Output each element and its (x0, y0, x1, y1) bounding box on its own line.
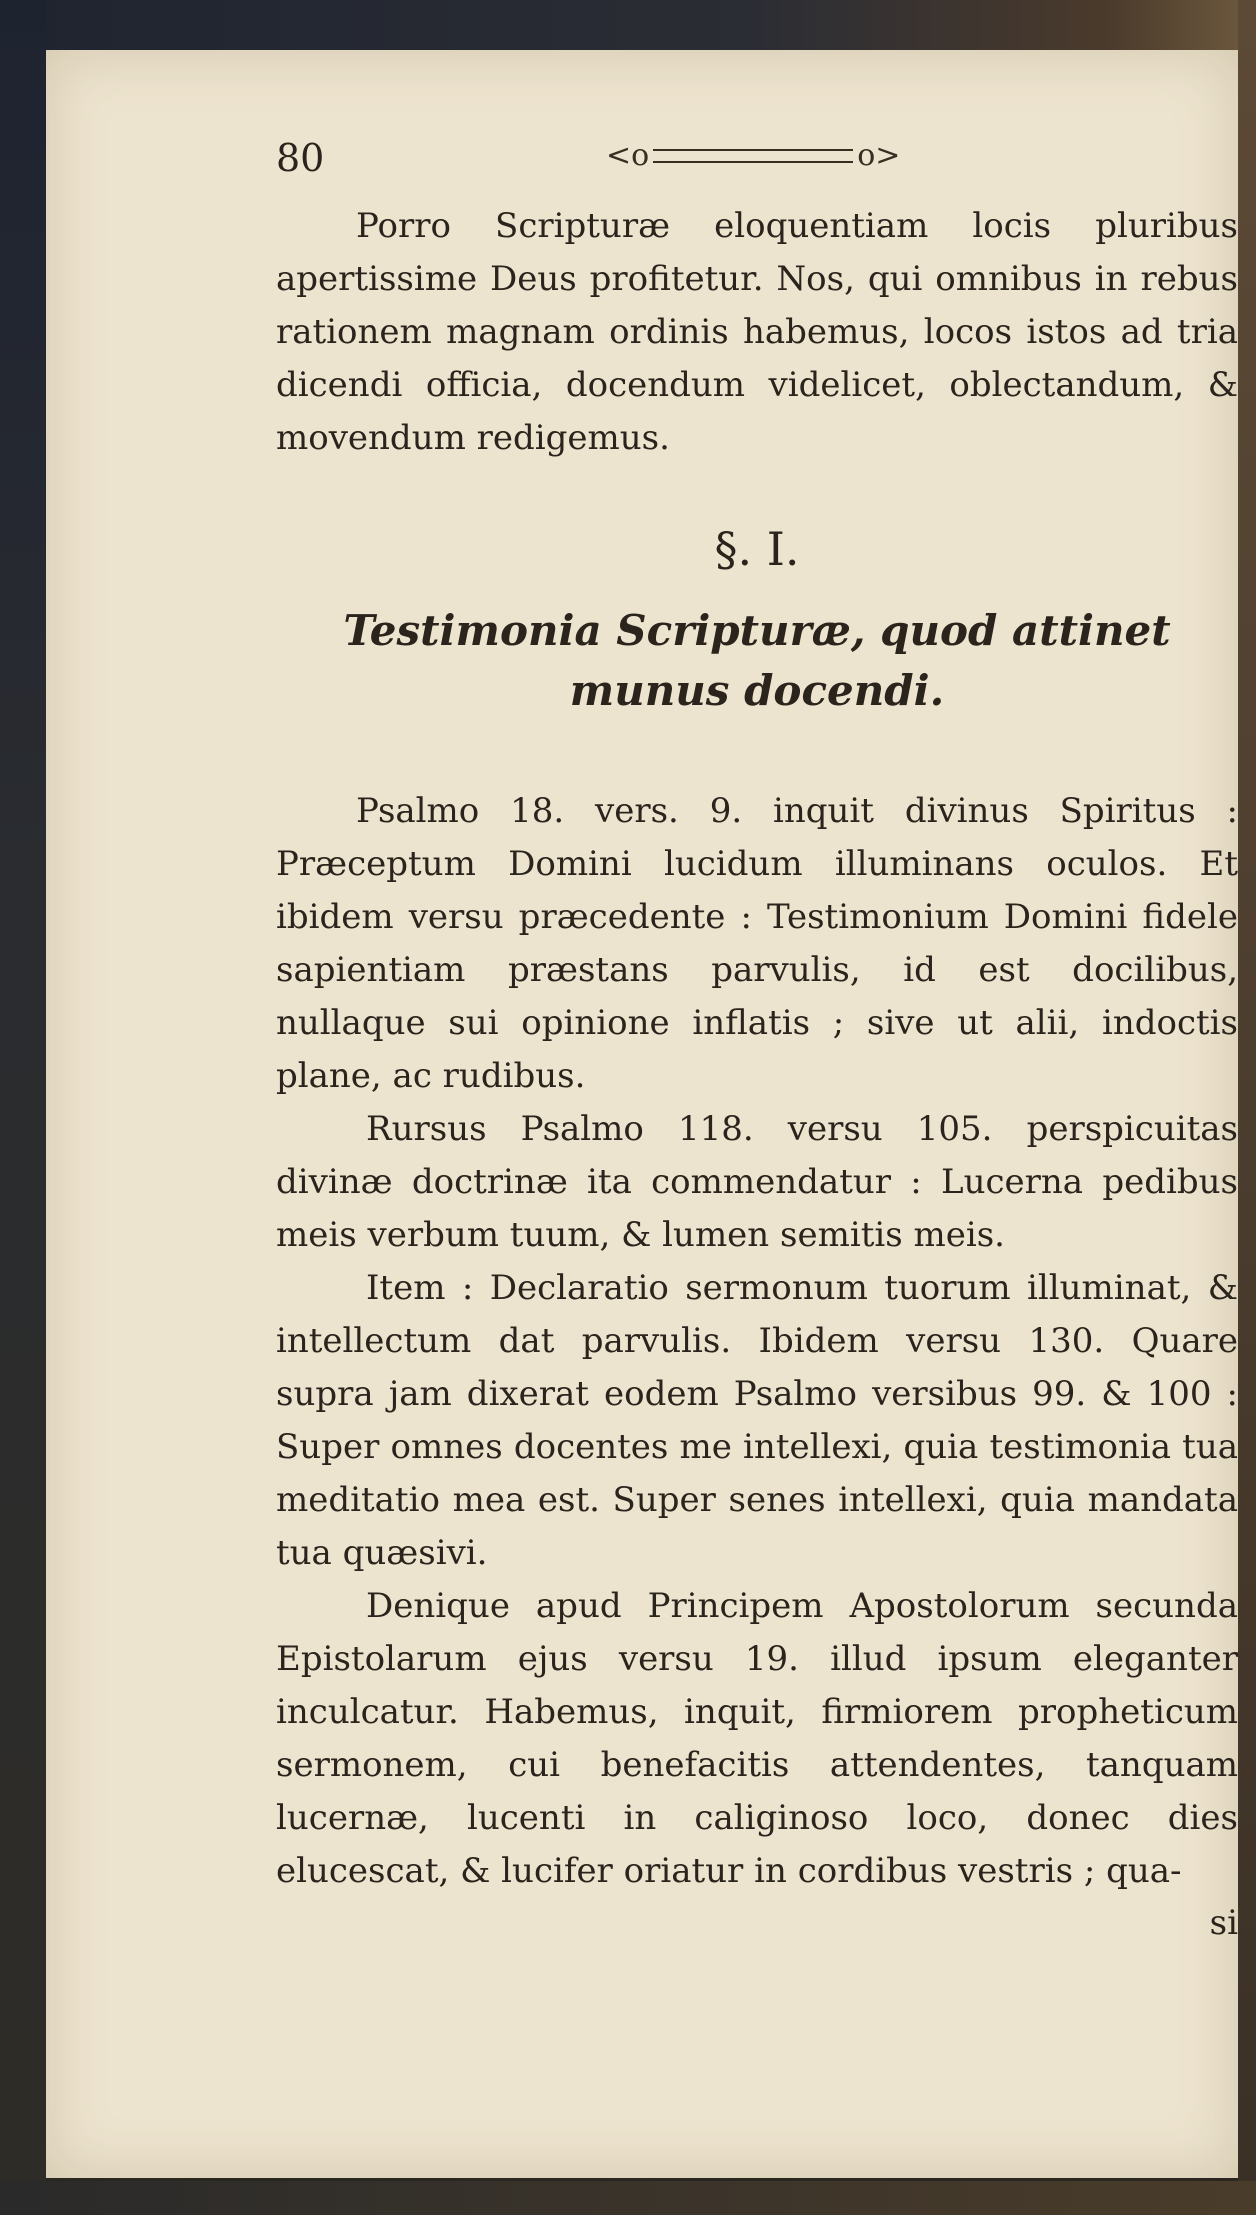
paragraph: Item : Declaratio sermonum tuorum illuminat, & intellectum dat parvulis. Ibidem versu 130. Quare supra jam dixerat eodem Psalmo versibus 99. & 100 : Super omnes docentes me intellexi, quia testimonia tua meditatio mea est. Super senes intellexi, quia mandata tua quæsivi. (276, 1268, 1238, 1573)
book-page (46, 50, 1238, 2178)
section-body (276, 785, 1238, 1898)
ornament-bar (653, 149, 853, 163)
catchword: si (1209, 1903, 1238, 1943)
scan-border-right (1238, 0, 1256, 2215)
ornament-left: <o (606, 138, 650, 173)
text-block (276, 130, 1238, 2170)
paragraph: Denique apud Principem Apostolorum secunda Epistolarum ejus versu 19. illud ipsum eleganter inculcatur. Habemus, inquit, firmiorem propheticum sermonem, cui benefacitis attendentes, tanquam lucernæ, lucenti in caliginoso loco, donec dies elucescat, & lucifer oriatur in cordibus vestris ; qua- (276, 1586, 1238, 1891)
section-title: Testimonia Scripturæ, quod attinet munus docendi. (343, 606, 1171, 715)
scan-border-top (0, 0, 1256, 52)
section-mark: §. I. (714, 522, 800, 576)
ornament-right: o> (857, 138, 901, 173)
running-header (276, 130, 1238, 200)
paragraph: Rursus Psalmo 118. versu 105. perspicuitas divinæ doctrinæ ita commendatur : Lucerna pedibus meis verbum tuum, & lumen semitis meis. (276, 1109, 1238, 1255)
header-ornament-icon (606, 138, 900, 173)
page-number: 80 (276, 136, 325, 180)
scan-border-bottom (0, 2181, 1256, 2215)
scan-border-left (0, 0, 46, 2215)
paragraph: Psalmo 18. vers. 9. inquit divinus Spiritus : Præceptum Domini lucidum illuminans oculos. Et ibidem versu præcedente : Testimonium Domini fidele sapientiam præstans parvulis, id est docilibus, nullaque sui opinione inflatis ; sive ut alii, indoctis plane, ac rudibus. (276, 791, 1238, 1096)
intro-paragraph: Porro Scripturæ eloquentiam locis pluribus apertissime Deus profitetur. Nos, qui omnibus in rebus rationem magnam ordinis habemus, locos istos ad tria dicendi officia, docendum videlicet, oblectandum, & movendum redigemus. (276, 206, 1238, 458)
